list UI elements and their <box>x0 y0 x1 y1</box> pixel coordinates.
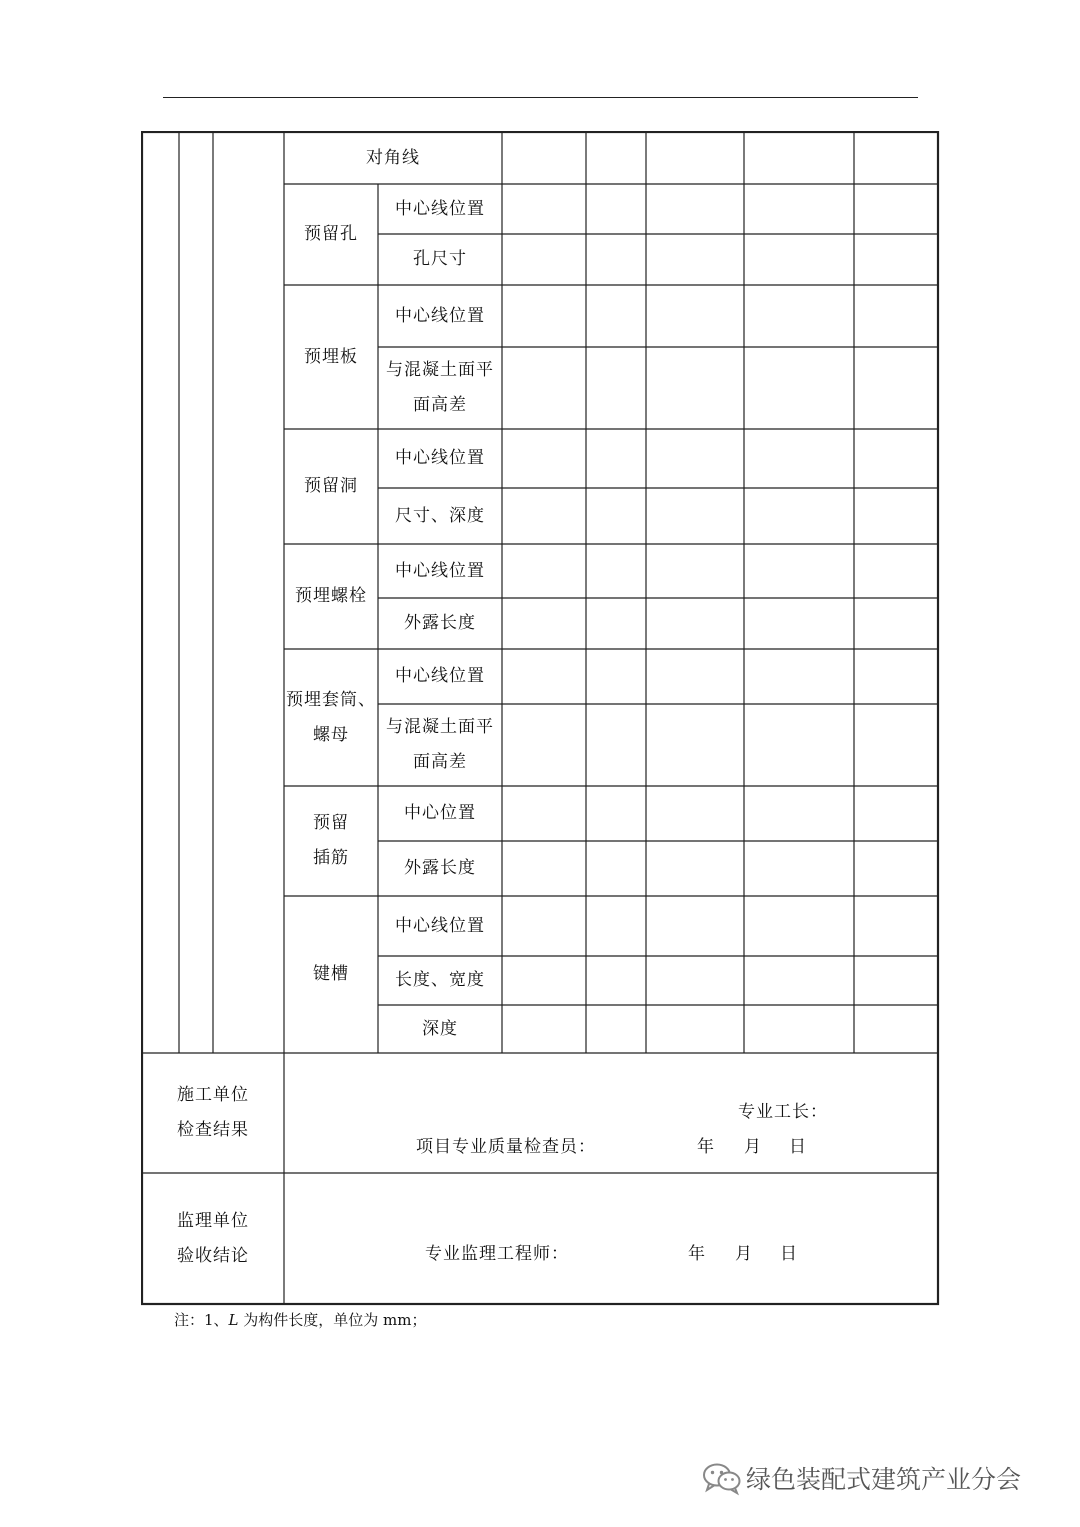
date-day-label: 日 <box>780 1244 798 1264</box>
supervision-engineer-signature-label: 专业监理工程师： <box>425 1244 569 1264</box>
group-embedded-sleeve <box>284 649 378 786</box>
date-month-label: 月 <box>744 1137 762 1157</box>
group-embedded-sleeve-line2: 螺母 <box>313 724 349 745</box>
group-keyway: 键槽 <box>313 964 349 984</box>
item-hole-size: 孔尺寸 <box>413 249 467 269</box>
item-exposed-length: 外露长度 <box>404 613 476 633</box>
supervision-unit-label-line1: 监理单位 <box>177 1210 249 1231</box>
footnote-text: 为构件长度，单位为 mm； <box>238 1311 427 1329</box>
construction-unit-label-line1: 施工单位 <box>177 1085 249 1105</box>
row-diagonal: 对角线 <box>366 147 420 168</box>
supervision-unit-label-line2: 验收结论 <box>177 1245 249 1266</box>
group-embedded-plate: 预埋板 <box>304 346 358 367</box>
date-year-label: 年 <box>697 1137 715 1157</box>
item-center-line: 中心线位置 <box>395 198 485 219</box>
quality-inspector-signature-label: 项目专业质量检查员： <box>416 1137 596 1157</box>
date-day-label: 日 <box>789 1137 807 1157</box>
item-height-difference-line1: 与混凝土面平 <box>386 360 494 380</box>
supervision-unit-label <box>142 1173 284 1304</box>
footnote-symbol: L <box>228 1311 239 1329</box>
group-embedded-sleeve-line1: 预埋套筒、 <box>286 689 376 710</box>
item-height-difference <box>378 704 502 786</box>
group-reserved-hole: 预留孔 <box>304 224 358 244</box>
item-depth: 深度 <box>422 1018 458 1039</box>
item-height-difference-line2: 面高差 <box>413 395 467 415</box>
item-height-difference-line1: 与混凝土面平 <box>386 717 494 737</box>
watermark <box>700 1460 1021 1496</box>
group-embedded-bolt: 预埋螺栓 <box>295 586 367 606</box>
item-center-line: 中心线位置 <box>395 305 485 326</box>
construction-unit-label <box>142 1053 284 1173</box>
inspection-table <box>141 131 940 1306</box>
item-size-depth: 尺寸、深度 <box>395 505 485 526</box>
item-length-width: 长度、宽度 <box>395 970 485 990</box>
group-reserved-rebar-line2: 插筋 <box>313 848 349 868</box>
group-reserved-opening: 预留洞 <box>304 476 358 496</box>
item-center-line: 中心线位置 <box>395 915 485 936</box>
item-center-line: 中心线位置 <box>395 666 485 686</box>
item-center-line: 中心线位置 <box>395 448 485 468</box>
group-reserved-rebar-line1: 预留 <box>313 813 349 833</box>
date-month-label: 月 <box>735 1244 753 1264</box>
item-exposed-length: 外露长度 <box>404 858 476 878</box>
group-reserved-rebar <box>284 786 378 896</box>
header-rule <box>163 97 918 98</box>
footnote-prefix: 注：1、 <box>174 1311 229 1329</box>
item-height-difference <box>378 347 502 429</box>
foreman-signature-label: 专业工长： <box>738 1102 828 1122</box>
watermark-text: 绿色装配式建筑产业分会 <box>746 1465 1022 1494</box>
construction-unit-label-line2: 检查结果 <box>177 1120 249 1140</box>
footnote <box>174 1309 427 1330</box>
item-center-position: 中心位置 <box>404 803 476 823</box>
date-year-label: 年 <box>688 1244 706 1264</box>
wechat-icon <box>700 1460 744 1496</box>
item-center-line: 中心线位置 <box>395 560 485 581</box>
item-height-difference-line2: 面高差 <box>413 752 467 772</box>
